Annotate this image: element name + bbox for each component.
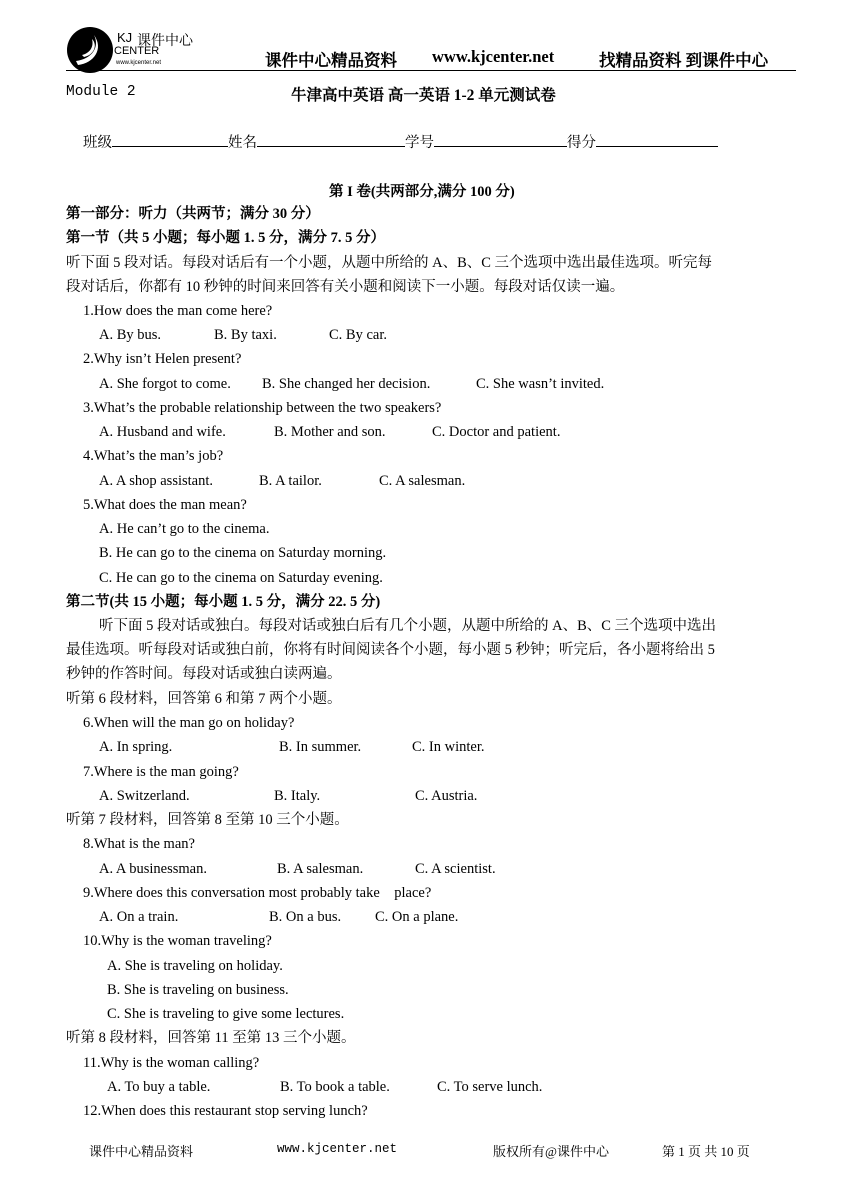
option-b: B. On a bus. [269,909,342,925]
question-2-stem: 2.Why isn’t Helen present? [83,351,242,367]
option-c: C. A salesman. [379,473,466,489]
class-field[interactable] [112,132,228,147]
name-label: 姓名 [228,135,257,151]
option-c: C. To serve lunch. [437,1079,543,1095]
option-b: B. In summer. [279,739,362,755]
question-1-options [99,323,387,347]
number-field[interactable] [434,132,567,147]
question-7-options [99,784,477,808]
question-9-stem: 9.Where does this conversation most probably take place? [83,885,432,901]
option-b: B. She changed her decision. [262,376,431,392]
class-label: 班级 [83,135,112,151]
section2-instructions-2: 最佳选项。听每段对话或独白前，你将有时间阅读各个小题，每小题 5 秒钟；听完后，各小题将给出 5 [66,642,715,658]
document-title: 牛津高中英语 高一英语 1-2 单元测试卷 [291,87,556,104]
option-c: C. In winter. [412,739,485,755]
option-a: A. A shop assistant. [99,473,213,489]
question-6-stem: 6.When will the man go on holiday? [83,715,295,731]
option-b: B. Mother and son. [274,424,386,440]
header-slogan-left: 课件中心精品资料 [265,51,397,70]
option-c: C. She wasn’t invited. [476,376,605,392]
option-b: B. Italy. [274,788,321,804]
section1-instructions-1: 听下面 5 段对话。每段对话后有一个小题，从题中所给的 A、B、C 三个选项中选出最佳选项。听完每 [66,255,713,271]
option-c: C. By car. [329,327,387,343]
question-6-options [99,735,485,759]
section1-title: 第一节（共 5 小题；每小题 1. 5 分，满分 7. 5 分） [66,230,385,246]
option-a: A. She forgot to come. [99,376,231,392]
question-11-stem: 11.Why is the woman calling? [83,1055,260,1071]
question-2-options [99,372,604,396]
option-c: C. On a plane. [375,909,459,925]
question-5-stem: 5.What does the man mean? [83,497,247,513]
option-a: A. By bus. [99,327,162,343]
question-12-stem: 12.When does this restaurant stop serving lunch? [83,1103,368,1119]
header-slogan-url: www.kjcenter.net [432,47,555,66]
header-divider [66,70,796,71]
option-a: A. Husband and wife. [99,424,226,440]
question-5-option-c: C. He can go to the cinema on Saturday evening. [99,570,383,586]
header-slogan-right: 找精品资料 到课件中心 [599,51,769,70]
question-5-option-b: B. He can go to the cinema on Saturday morning. [99,545,387,561]
footer-page-number: 第 1 页 共 10 页 [662,1144,750,1159]
option-a: A. Switzerland. [99,788,190,804]
option-b: B. To book a table. [280,1079,390,1095]
question-9-options [99,905,458,929]
option-b: B. A salesman. [277,861,364,877]
material-7-instruction: 听第 7 段材料，回答第 8 至第 10 三个小题。 [66,812,349,828]
question-8-stem: 8.What is the man? [83,836,195,852]
question-5-option-a: A. He can’t go to the cinema. [99,521,270,537]
name-field[interactable] [257,132,405,147]
question-10-option-c: C. She is traveling to give some lectures. [107,1006,345,1022]
part1-title: 第一部分：听力（共两节；满分 30 分） [66,206,320,222]
material-6-instruction: 听第 6 段材料，回答第 6 和第 7 两个小题。 [66,691,342,707]
question-7-stem: 7.Where is the man going? [83,764,239,780]
option-b: B. By taxi. [214,327,277,343]
volume-title: 第 I 卷(共两部分,满分 100 分) [329,184,515,200]
section2-instructions-1: 听下面 5 段对话或独白。每段对话或独白后有几个小题，从题中所给的 A、B、C 三个选项中选出 [99,618,717,634]
logo-url-text: www.kjcenter.net [116,60,162,66]
section2-title: 第二节(共 15 小题；每小题 1. 5 分，满分 22. 5 分) [66,594,381,610]
logo-center-text: CENTER [114,45,160,57]
number-label: 学号 [405,135,434,151]
footer-url: www.kjcenter.net [277,1142,398,1156]
question-4-options [99,469,465,493]
logo-cn-text: 课件中心 [137,34,193,49]
footer-copyright: 版权所有@课件中心 [493,1144,609,1159]
question-3-options [99,420,560,444]
option-a: A. On a train. [99,909,179,925]
option-a: A. A businessman. [99,861,207,877]
question-10-stem: 10.Why is the woman traveling? [83,933,272,949]
option-c: C. Doctor and patient. [432,424,561,440]
score-label: 得分 [567,135,596,151]
student-info-row [83,131,718,152]
question-8-options [99,857,496,881]
question-11-options [107,1075,542,1099]
score-field[interactable] [596,132,718,147]
question-4-stem: 4.What’s the man’s job? [83,448,224,464]
footer-left-text: 课件中心精品资料 [89,1144,194,1159]
section2-instructions-3: 秒钟的作答时间。每段对话或独白读两遍。 [66,666,342,682]
material-8-instruction: 听第 8 段材料，回答第 11 至第 13 三个小题。 [66,1030,356,1046]
option-b: B. A tailor. [259,473,322,489]
option-a: A. In spring. [99,739,173,755]
option-c: C. Austria. [415,788,478,804]
logo-kj-text: KJ [117,30,133,45]
section1-instructions-2: 段对话后，你都有 10 秒钟的时间来回答有关小题和阅读下一小题。每段对话仅读一遍。 [66,279,625,295]
kjcenter-logo-icon [64,25,116,75]
question-10-option-a: A. She is traveling on holiday. [107,958,283,974]
question-3-stem: 3.What’s the probable relationship between the two speakers? [83,400,442,416]
option-a: A. To buy a table. [107,1079,211,1095]
question-1-stem: 1.How does the man come here? [83,303,273,319]
question-10-option-b: B. She is traveling on business. [107,982,289,998]
module-label: Module 2 [66,84,136,100]
option-c: C. A scientist. [415,861,496,877]
